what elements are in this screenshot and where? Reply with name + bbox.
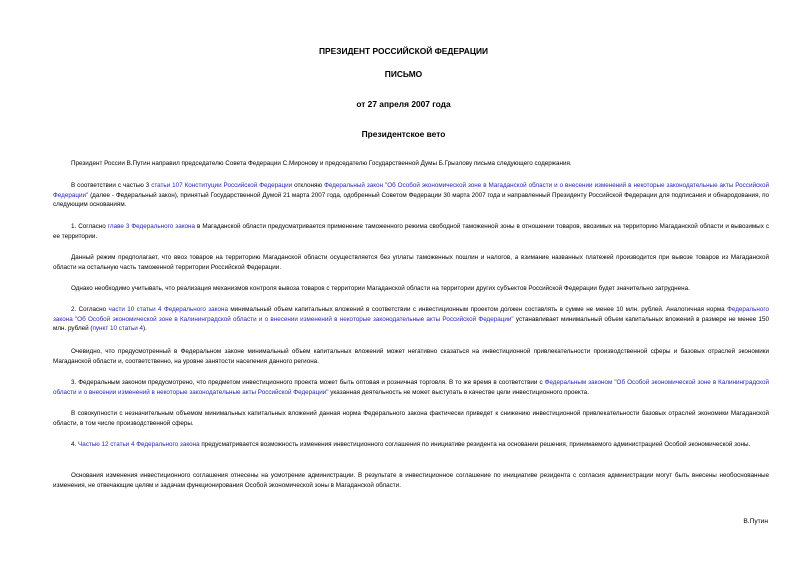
paragraph-customs-regime	[53, 253, 769, 272]
paragraph-point-4	[53, 440, 769, 450]
paragraph-text: Очевидно, что предусмотренный в Федеральном законе минимальный объем капитальных вложений может негативно сказаться на инвестиционной привлекательности производственной сферы и базовых отраслей экономики Магаданской области и, соответственно, на уровне занятости населения данного региона.	[53, 348, 769, 365]
paragraph-grounds	[53, 471, 769, 490]
paragraph-text: 4.	[71, 441, 79, 448]
paragraph-text: (далее - Федеральный закон), принятый Государственной Думой 21 марта 2007 года, одобренный Советом Федерации 30 марта 2007 года и направленный Президенту Российской Федерации для подписания и обнародования, по следующим основаниям.	[53, 191, 769, 209]
paragraph-point-1	[53, 222, 769, 241]
paragraph-point-2	[53, 305, 769, 334]
paragraph-control	[53, 284, 769, 294]
paragraph-text: Однако необходимо учитывать, что реализация механизмов контроля вывоза товаров с территории Магаданской области на территории других субъектов Российской Федерации будет значительно затруднена.	[71, 285, 690, 292]
link-part-10-article-4[interactable]: части 10 статьи 4 Федерального закона	[108, 306, 228, 313]
paragraph-investment	[53, 347, 769, 366]
link-clause-10-article-4[interactable]: пункт 10 статьи 4	[92, 325, 144, 333]
paragraph-text: 2. Согласно	[71, 306, 109, 313]
paragraph-veto	[53, 181, 769, 210]
paragraph-text: устанавливает минимальный объем капитальных вложений в размере не менее 150 млн. рублей (	[53, 315, 770, 333]
paragraph-text: Данный режим предполагает, что ввоз товаров на территорию Магаданской области осуществляется без уплаты таможенных пошлин и налогов, а взимание названных платежей производится при вывозе товаров из Магаданской области на остальную часть таможенной территории Российской Федерации.	[53, 254, 769, 271]
document-title: ПРЕЗИДЕНТ РОССИЙСКОЙ ФЕДЕРАЦИИ	[319, 46, 488, 56]
paragraph-intro	[53, 159, 769, 169]
paragraph-point-3	[53, 378, 769, 397]
paragraph-text: отклоняю	[292, 182, 325, 189]
document-date: от 27 апреля 2007 года	[356, 99, 451, 109]
paragraph-text: в Магаданской области предусматривается применение таможенного режима свободной таможенной зоны в отношении товаров, ввозимых на территорию Магаданской области и вывозимых с ее территории.	[53, 223, 769, 240]
paragraph-text: 3. Федеральным законом предусмотрено, что предметом инвестиционного проекта может быть оптовая и розничная торговля. В то же время в соответствии с	[71, 379, 545, 386]
link-federal-law-kaliningrad-2[interactable]: Федеральным законом "Об Особой экономической зоне в Калининградской области и о внесении изменений в некоторые законодательные акты Российской Федерации"	[53, 379, 769, 396]
paragraph-text: ).	[143, 325, 147, 333]
link-part-12-article-4[interactable]: Частью 12 статьи 4 Федерального закона	[78, 441, 200, 448]
document-subject: Президентское вето	[361, 129, 446, 139]
paragraph-text: указанная деятельность не может выступать в качестве цели инвестиционного проекта.	[328, 388, 589, 396]
paragraph-text: минимальный объем капитальных вложений в соответствии с инвестиционным проектом должен составлять в сумме не менее 10 млн. рублей. Аналогичная норма	[227, 306, 728, 313]
link-federal-law-magadan[interactable]: Федеральный закон "Об Особой экономической зоне в Магаданской области и о внесении изменений в некоторые законодательные акты Российской Федерации"	[53, 182, 769, 199]
signature: В.Путин	[743, 518, 768, 525]
paragraph-text: В соответствии с частью 3	[71, 182, 152, 189]
paragraph-text: Основания изменения инвестиционного соглашения отнесены на усмотрение администрации. В результате в инвестиционное соглашение по инициативе резидента с согласия администрации могут быть внесены необоснованные изменения, не отвечающие целям и задачам функционирования Особой экономической зоны в Магаданской области.	[53, 472, 769, 489]
link-chapter-3[interactable]: главе 3 Федерального закона	[107, 223, 195, 230]
paragraph-text: предусматривается возможность изменения инвестиционного соглашения по инициативе резидента на основании решения, принимаемого администрацией Особой экономической зоны.	[199, 441, 751, 448]
document-type: ПИСЬМО	[384, 69, 423, 79]
paragraph-text: В совокупности с незначительным объемом минимальных капитальных вложений данная норма Федерального закона фактически приведет к снижению инвестиционной привлекательности базовых отраслей экономики Магаданской области, в том числе производственной сферы.	[53, 410, 769, 427]
paragraph-text: 1. Согласно	[71, 223, 108, 230]
link-constitution-article-107[interactable]: статьи 107 Конституции Российской Федерации	[151, 182, 293, 189]
paragraph-text: Президент России В.Путин направил председателю Совета Федерации С.Миронову и председателю Государственной Думы Б.Грызлову письма следующего содержания.	[71, 160, 572, 167]
link-federal-law-kaliningrad[interactable]: Федерального закона "Об Особой экономической зоне в Калининградской области и о внесении изменений в некоторые законодательные акты Российской Федерации"	[53, 306, 769, 323]
paragraph-aggregate	[53, 409, 769, 428]
